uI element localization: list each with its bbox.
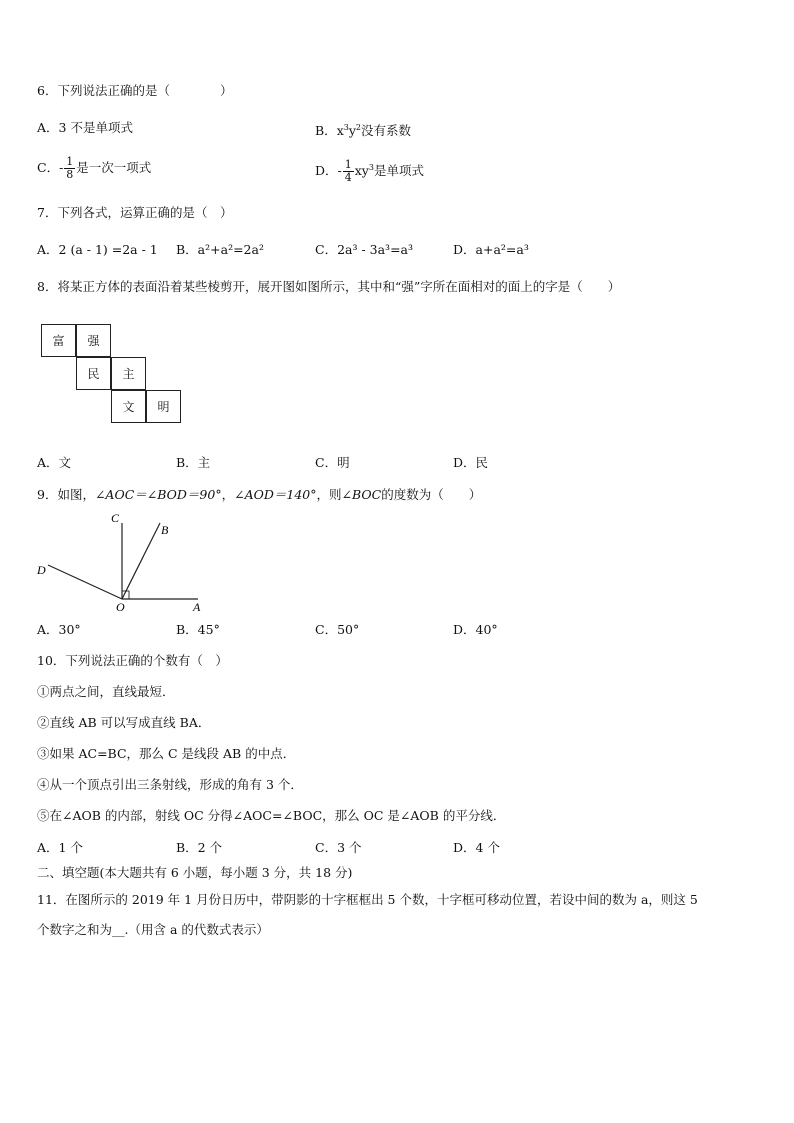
q10-option-a: A．1 个 bbox=[37, 840, 83, 855]
net-cell-fu: 富 bbox=[41, 324, 76, 357]
q6-option-c bbox=[37, 152, 151, 184]
q9-option-a: A．30° bbox=[37, 622, 81, 637]
q6-option-d-fraction bbox=[343, 159, 354, 184]
label-o: O bbox=[116, 600, 125, 614]
q9-stem-eq2: ∠AOD＝140° bbox=[234, 487, 317, 502]
q9-stem-eq3: ∠BOC bbox=[341, 487, 382, 502]
q6-option-c-denominator: 8 bbox=[66, 168, 74, 181]
q6-option-b-expr: $x^3y^2$ bbox=[336, 123, 361, 139]
q7-option-c: C．2a³ - 3a³=a³ bbox=[315, 242, 414, 257]
label-b: B bbox=[161, 523, 169, 537]
q8-option-a: A．文 bbox=[37, 455, 72, 470]
q6-option-d-numerator: 1 bbox=[344, 158, 352, 172]
q10-option-b: B．2 个 bbox=[176, 840, 223, 855]
q6-option-b-suffix: 没有系数 bbox=[361, 123, 412, 139]
q9-stem-number: 9．如图， bbox=[37, 487, 95, 502]
q6-option-c-numerator: 1 bbox=[66, 155, 74, 168]
q10-option-d: D．4 个 bbox=[453, 840, 500, 855]
section-heading-fill-in: 二、填空题(本大题共有 6 小题，每小题 3 分，共 18 分) bbox=[37, 865, 353, 880]
q6-stem: 6．下列说法正确的是（ ） bbox=[37, 83, 233, 98]
q10-option-c: C．3 个 bbox=[315, 840, 362, 855]
q6-option-c-suffix: 是一次一项式 bbox=[76, 160, 152, 175]
q6-option-d-denominator: 4 bbox=[344, 171, 352, 185]
label-a: A bbox=[193, 600, 201, 614]
q6-option-d-prefix: D．- bbox=[315, 163, 342, 179]
q6-option-b bbox=[315, 120, 411, 139]
ray-od bbox=[48, 565, 122, 599]
q10-statement-1: ①两点之间，直线最短． bbox=[37, 684, 175, 699]
label-d: D bbox=[37, 563, 46, 577]
net-cell-min: 民 bbox=[76, 357, 111, 390]
q9-option-d: D．40° bbox=[453, 622, 498, 637]
q11-line-2: 个数字之和为__.（用含 a 的代数式表示） bbox=[37, 922, 269, 937]
q8-option-b: B．主 bbox=[176, 455, 211, 470]
net-cell-qiang: 强 bbox=[76, 324, 111, 357]
q6-option-a: A．3 不是单项式 bbox=[37, 120, 133, 135]
q10-statement-4: ④从一个顶点引出三条射线，形成的角有 3 个． bbox=[37, 777, 303, 792]
q9-option-c: C．50° bbox=[315, 622, 360, 637]
net-cell-ming: 明 bbox=[146, 390, 181, 423]
q6-option-d-expr: $xy^3$ bbox=[354, 163, 374, 179]
label-c: C bbox=[111, 511, 120, 525]
q7-option-a: A．2 (a - 1) =2a - 1 bbox=[37, 242, 158, 257]
q11-line-1: 11．在图所示的 2019 年 1 月份日历中，带阴影的十字框框出 5 个数，十字框可移动位置，若设中间的数为 a，则这 5 bbox=[37, 892, 698, 907]
q9-stem-end: 的度数为（ ） bbox=[381, 487, 482, 502]
q7-option-d: D．a+a²=a³ bbox=[453, 242, 529, 257]
ray-ob bbox=[122, 523, 160, 599]
net-cell-wen: 文 bbox=[111, 390, 146, 423]
q8-stem: 8．将某正方体的表面沿着某些棱剪开，展开图如图所示，其中和“强”字所在面相对的面上的字是（ ） bbox=[37, 279, 621, 294]
q9-stem-sep: ， bbox=[221, 487, 235, 502]
q10-statement-3: ③如果 AC=BC，那么 C 是线段 AB 的中点． bbox=[37, 746, 296, 761]
q6-option-b-prefix: B． bbox=[315, 123, 337, 139]
q9-stem bbox=[37, 487, 481, 503]
q9-stem-mid: ，则 bbox=[316, 487, 342, 502]
q9-option-b: B．45° bbox=[176, 622, 220, 637]
q6-option-c-prefix: C．- bbox=[37, 160, 64, 175]
angle-figure bbox=[30, 505, 220, 620]
q8-option-c: C．明 bbox=[315, 455, 350, 470]
q7-option-b: B．a²+a²=2a² bbox=[176, 242, 264, 257]
net-cell-zhu: 主 bbox=[111, 357, 146, 390]
q6-option-d bbox=[315, 152, 424, 187]
q6-option-d-suffix: 是单项式 bbox=[373, 163, 424, 179]
q7-stem: 7．下列各式，运算正确的是（ ） bbox=[37, 205, 233, 220]
q10-statement-5: ⑤在∠AOB 的内部，射线 OC 分得∠AOC=∠BOC，那么 OC 是∠AOB 的平分线． bbox=[37, 808, 506, 823]
q6-option-c-fraction bbox=[64, 156, 75, 181]
q9-stem-eq1: ∠AOC＝∠BOD＝90° bbox=[94, 487, 222, 502]
q8-option-d: D．民 bbox=[453, 455, 489, 470]
q10-statement-2: ②直线 AB 可以写成直线 BA． bbox=[37, 715, 211, 730]
q10-stem: 10．下列说法正确的个数有（ ） bbox=[37, 653, 228, 668]
